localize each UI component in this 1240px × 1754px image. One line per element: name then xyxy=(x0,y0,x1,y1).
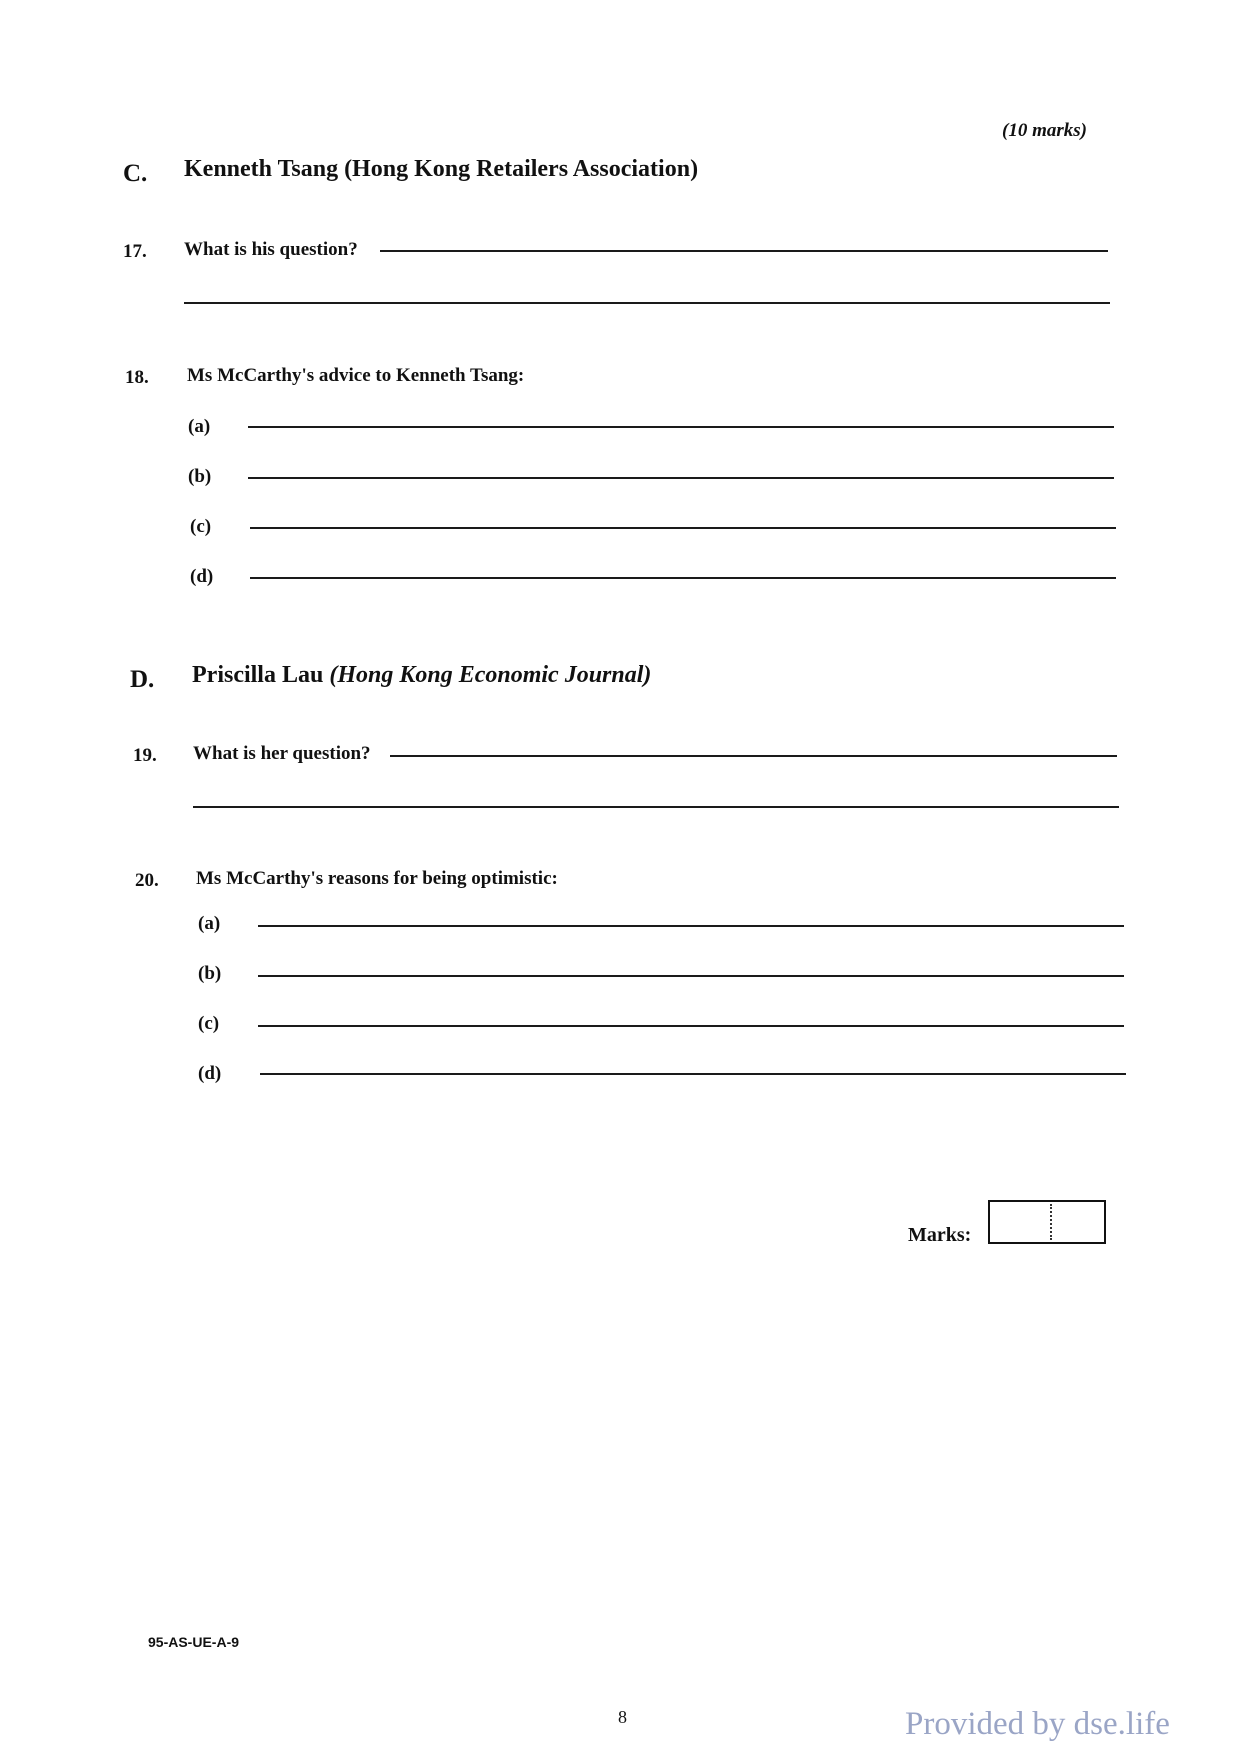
paper-code: 95-AS-UE-A-9 xyxy=(148,1634,240,1650)
q20-part-a-label: (a) xyxy=(198,913,221,934)
q18-part-d-label: (d) xyxy=(190,566,214,587)
q17-number: 17. xyxy=(123,241,147,262)
q18-part-a-label: (a) xyxy=(188,416,211,437)
q17-answer-line-2[interactable] xyxy=(184,302,1110,304)
q19-answer-line-1[interactable] xyxy=(390,755,1117,757)
page-number: 8 xyxy=(618,1707,627,1727)
section-d-publication: (Hong Kong Economic Journal) xyxy=(329,662,652,688)
q18-part-d-line[interactable] xyxy=(250,577,1116,579)
q19-text: What is her question? xyxy=(193,743,371,764)
q20-part-b-label: (b) xyxy=(198,963,222,984)
q20-part-d-label: (d) xyxy=(198,1063,222,1084)
q18-part-b-label: (b) xyxy=(188,466,212,487)
q20-text: Ms McCarthy's reasons for being optimistic: xyxy=(196,868,558,889)
q17-answer-line-1[interactable] xyxy=(380,250,1108,252)
q18-text: Ms McCarthy's advice to Kenneth Tsang: xyxy=(187,365,525,386)
q20-number: 20. xyxy=(135,870,159,891)
section-d-title xyxy=(192,662,651,689)
marks-box-divider xyxy=(1050,1204,1052,1240)
marks-label: Marks: xyxy=(908,1224,972,1246)
q18-part-c-label: (c) xyxy=(190,516,212,537)
q18-part-b-line[interactable] xyxy=(248,477,1114,479)
section-c-letter: C. xyxy=(123,160,148,187)
section-d-letter: D. xyxy=(130,666,155,693)
provided-by-footer: Provided by dse.life xyxy=(905,1706,1170,1742)
section-d-name: Priscilla Lau xyxy=(192,662,324,688)
q18-part-a-line[interactable] xyxy=(248,426,1114,428)
section-c-title: Kenneth Tsang (Hong Kong Retailers Association) xyxy=(184,156,699,182)
q19-number: 19. xyxy=(133,745,157,766)
q18-number: 18. xyxy=(125,367,149,388)
q20-part-d-line[interactable] xyxy=(260,1073,1126,1075)
q18-part-c-line[interactable] xyxy=(250,527,1116,529)
q19-answer-line-2[interactable] xyxy=(193,806,1119,808)
q17-text: What is his question? xyxy=(184,239,358,260)
q20-part-b-line[interactable] xyxy=(258,975,1124,977)
q20-part-c-label: (c) xyxy=(198,1013,220,1034)
q20-part-c-line[interactable] xyxy=(258,1025,1124,1027)
marks-box[interactable] xyxy=(988,1200,1106,1244)
q20-part-a-line[interactable] xyxy=(258,925,1124,927)
marks-note: (10 marks) xyxy=(1002,120,1087,141)
